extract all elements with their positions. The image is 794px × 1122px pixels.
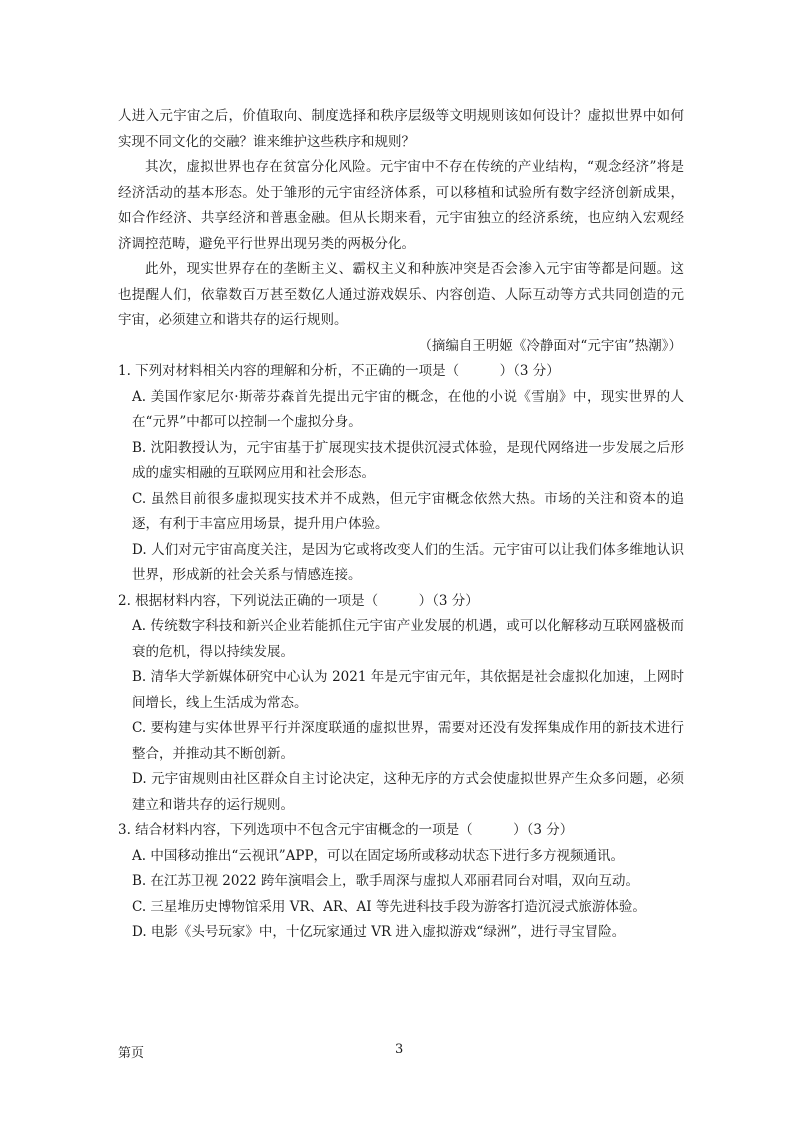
question-1-option-c: C. 虽然目前很多虚拟现实技术并不成熟，但元宇宙概念依然大热。市场的关注和资本的追逐，有利于丰富应用场景，提升用户体验。 <box>132 490 684 532</box>
passage-paragraph-3: 此外，现实世界存在的垄断主义、霸权主义和种族冲突是否会渗入元宇宙等都是问题。这也提醒人们，依靠数百万甚至数亿人通过游戏娱乐、内容创造、人际互动等方式共同创造的元宇宙，必须建立和谐共存的运行规则。 <box>118 261 684 328</box>
question-2-stem: 2. 根据材料内容，下列说法正确的一项是（ ）（3 分） <box>118 592 479 609</box>
question-3-option-b: B. 在江苏卫视 2022 跨年演唱会上，歌手周深与虚拟人邓丽君同台对唱，双向互动。 <box>132 873 639 889</box>
question-3-stem: 3. 结合材料内容，下列选项中不包含元宇宙概念的一项是（ ）（3 分） <box>118 822 574 838</box>
footer-page-number: 3 <box>395 1042 404 1057</box>
page-content <box>118 104 684 946</box>
question-3-option-c: C. 三星堆历史博物馆采用 VR、AR、AI 等先进科技手段为游客打造沉浸式旅游体验。 <box>132 898 646 915</box>
question-1-option-b: B. 沈阳教授认为，元宇宙基于扩展现实技术提供沉浸式体验，是现代网络进一步发展之后形成的虚实相融的互联网应用和社会形态。 <box>132 439 684 481</box>
question-2-option-a: A. 传统数字科技和新兴企业若能抓住元宇宙产业发展的机遇，或可以化解移动互联网盛极而衰的危机，得以持续发展。 <box>132 618 684 660</box>
footer-page-label: 第页 <box>118 1046 145 1061</box>
question-3-option-a: A. 中国移动推出“云视讯”APP，可以在固定场所或移动状态下进行多方视频通讯。 <box>132 847 625 864</box>
question-1-option-a: A. 美国作家尼尔·斯蒂芬森首先提出元宇宙的概念，在他的小说《雪崩》中，现实世界的人在“元界”中都可以控制一个虚拟分身。 <box>132 388 684 430</box>
question-1-stem: 1. 下列对材料相关内容的理解和分析，不正确的一项是（ ）（3 分） <box>118 363 560 379</box>
passage-paragraph-2: 其次，虚拟世界也存在贫富分化风险。元宇宙中不存在传统的产业结构，“观念经济”将是经济活动的基本形态。处于雏形的元宇宙经济体系，可以移植和试验所有数字经济创新成果，如合作经济、共享经济和普惠金融。但从长期来看，元宇宙独立的经济系统，也应纳入宏观经济调控范畴，避免平行世界出现另类的两极分化。 <box>118 159 684 252</box>
question-2-option-b: B. 清华大学新媒体研究中心认为 2021 年是元宇宙元年，其依据是社会虚拟化加速，上网时间增长，线上生活成为常态。 <box>132 669 684 711</box>
question-2-option-c: C. 要构建与实体世界平行并深度联通的虚拟世界，需要对还没有发挥集成作用的新技术进行整合，并推动其不断创新。 <box>132 720 684 762</box>
question-1-option-d: D. 人们对元宇宙高度关注，是因为它或将改变人们的生活。元宇宙可以让我们体多维地认识世界，形成新的社会关系与情感连接。 <box>132 541 684 583</box>
passage-paragraph-1: 人进入元宇宙之后，价值取向、制度选择和秩序层级等文明规则该如何设计？虚拟世界中如何实现不同文化的交融？谁来维护这些秩序和规则？ <box>118 108 684 150</box>
question-2-option-d: D. 元宇宙规则由社区群众自主讨论决定，这种无序的方式会使虚拟世界产生众多问题，必须建立和谐共存的运行规则。 <box>132 771 684 813</box>
question-3-option-d: D. 电影《头号玩家》中，十亿玩家通过 VR 进入虚拟游戏“绿洲”，进行寻宝冒险。 <box>132 924 626 940</box>
source-citation: （摘编自王明姬《冷静面对“元宇宙”热潮》） <box>418 337 682 354</box>
